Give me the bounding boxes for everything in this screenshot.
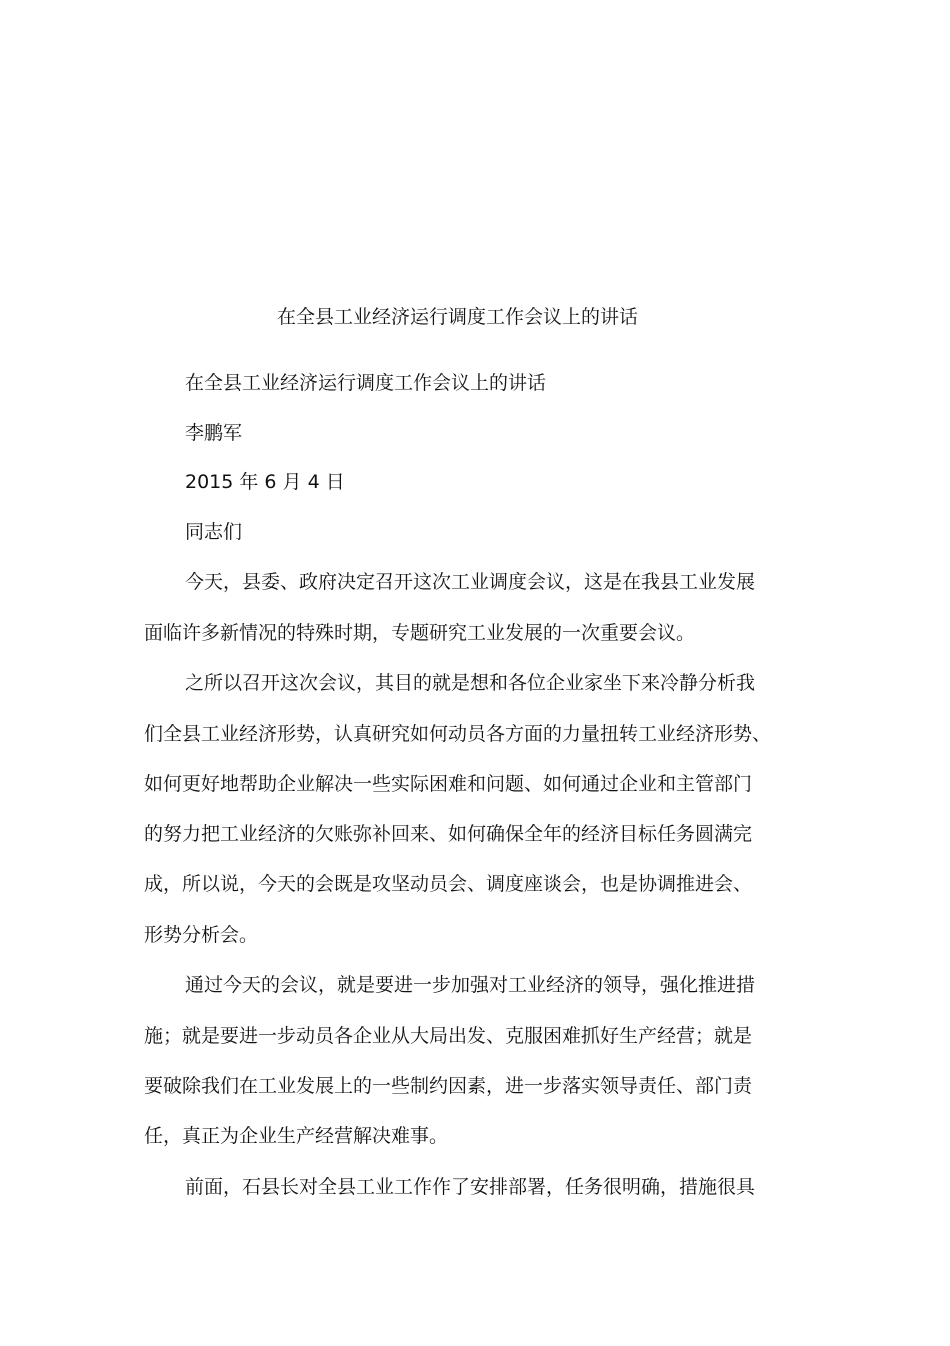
paragraph-2-line-1: 之所以召开这次会议，其目的就是想和各位企业家坐下来冷静分析我 [185, 672, 756, 694]
author-name: 李鹏军 [185, 422, 243, 444]
paragraph-3-line-3: 要破除我们在工业发展上的一些制约因素，进一步落实领导责任、部门责 [144, 1075, 753, 1097]
document-title: 在全县工业经济运行调度工作会议上的讲话 [276, 306, 638, 328]
salutation: 同志们 [185, 521, 243, 543]
document-subtitle: 在全县工业经济运行调度工作会议上的讲话 [185, 372, 547, 394]
paragraph-2-line-2: 们全县工业经济形势，认真研究如何动员各方面的力量扭转工业经济形势、 [144, 723, 772, 745]
paragraph-2-line-5: 成，所以说，今天的会既是攻坚动员会、调度座谈会，也是协调推进会、 [144, 873, 753, 895]
paragraph-3-line-1: 通过今天的会议，就是要进一步加强对工业经济的领导，强化推进措 [185, 974, 756, 996]
paragraph-1-line-2: 面临许多新情况的特殊时期，专题研究工业发展的一次重要会议。 [144, 622, 696, 644]
paragraph-2-line-6: 形势分析会。 [144, 924, 259, 946]
paragraph-3-line-4: 任，真正为企业生产经营解决难事。 [144, 1125, 449, 1147]
paragraph-2-line-4: 的努力把工业经济的欠账弥补回来、如何确保全年的经济目标任务圆满完 [144, 823, 753, 845]
paragraph-2-line-3: 如何更好地帮助企业解决一些实际困难和问题、如何通过企业和主管部门 [144, 773, 753, 795]
paragraph-1-line-1: 今天，县委、政府决定召开这次工业调度会议，这是在我县工业发展 [185, 571, 756, 593]
speech-date: 2015 年 6 月 4 日 [185, 471, 345, 493]
paragraph-3-line-2: 施；就是要进一步动员各企业从大局出发、克服困难抓好生产经营；就是 [144, 1025, 753, 1047]
paragraph-4-line-1: 前面，石县长对全县工业工作作了安排部署，任务很明确，措施很具 [185, 1176, 756, 1198]
